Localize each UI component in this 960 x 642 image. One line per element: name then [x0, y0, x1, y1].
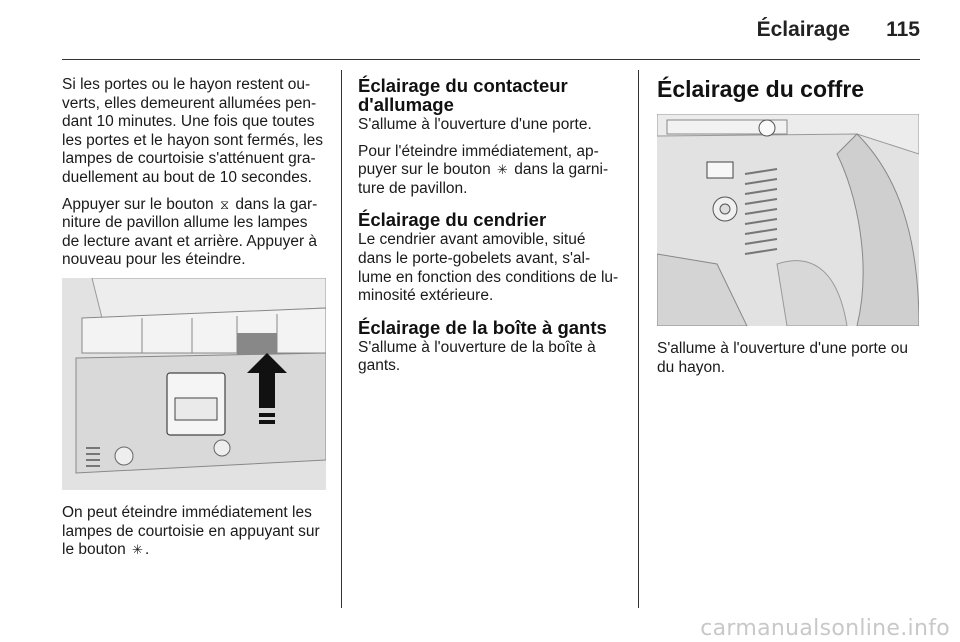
- reading-light-icon: ⧖: [219, 196, 230, 212]
- section-title: Éclairage du coffre: [657, 76, 865, 102]
- paragraph: Si les portes ou le hayon restent ou-verts, elles demeurent allumées pen-dant 10 minutes. Une fois que toutes les portes et le hayon sont fermés, les lampes de courtoisie s'atténuent gra-duellement au bout de 10 secondes.: [62, 76, 324, 186]
- paragraph: Le cendrier avant amovible, situé dans le porte-gobelets avant, s'al-lume en fonction des conditions de lu-minosité extérieure.: [358, 231, 619, 305]
- paragraph: [358, 143, 620, 199]
- text: .: [145, 541, 150, 559]
- section-title: Éclairage de la boîte à gants: [358, 316, 607, 338]
- column-3: [657, 76, 923, 385]
- column-1: [62, 76, 326, 568]
- roof-console-drawing: [62, 278, 326, 490]
- section-title: Éclairage du contacteur d'allumage: [358, 75, 568, 115]
- paragraph: S'allume à l'ouverture d'une porte ou du hayon.: [657, 340, 909, 376]
- section-glovebox-lighting: [358, 318, 620, 376]
- paragraph: S'allume à l'ouverture d'une porte.: [358, 116, 592, 133]
- text: On peut éteindre immédiatement les lampes de courtoisie en appuyant sur le bouton: [62, 503, 320, 559]
- paragraph: [62, 504, 326, 560]
- text: dans la garni-ture de pavillon.: [358, 161, 609, 197]
- paragraph: S'allume à l'ouverture de la boîte à gants.: [358, 338, 596, 375]
- courtesy-light-icon: ✳: [497, 162, 508, 178]
- header-rule: [62, 59, 920, 60]
- text: Pour l'éteindre immédiatement, ap-puyer sur le bouton: [358, 142, 599, 179]
- trunk-light-illustration: [657, 114, 919, 326]
- section-ignition-lighting: [358, 76, 620, 198]
- column-2: [358, 76, 620, 388]
- paragraph: [62, 196, 326, 270]
- text: Appuyer sur le bouton: [62, 195, 214, 213]
- courtesy-light-icon: ✳: [132, 542, 143, 558]
- trunk-drawing: [657, 114, 919, 326]
- watermark: carmanualsonline.info: [700, 616, 950, 641]
- section-title: Éclairage du cendrier: [358, 209, 547, 231]
- column-divider: [638, 70, 639, 608]
- roof-console-illustration: [62, 278, 326, 490]
- section-ashtray-lighting: [358, 210, 620, 305]
- text: dans la gar-niture de pavillon allume les lampes de lecture avant et arrière. Appuyer à nouveau pour les éteindre.: [62, 195, 318, 269]
- column-divider: [341, 70, 342, 608]
- page-title: Éclairage: [756, 18, 850, 41]
- page-number: 115: [886, 18, 920, 41]
